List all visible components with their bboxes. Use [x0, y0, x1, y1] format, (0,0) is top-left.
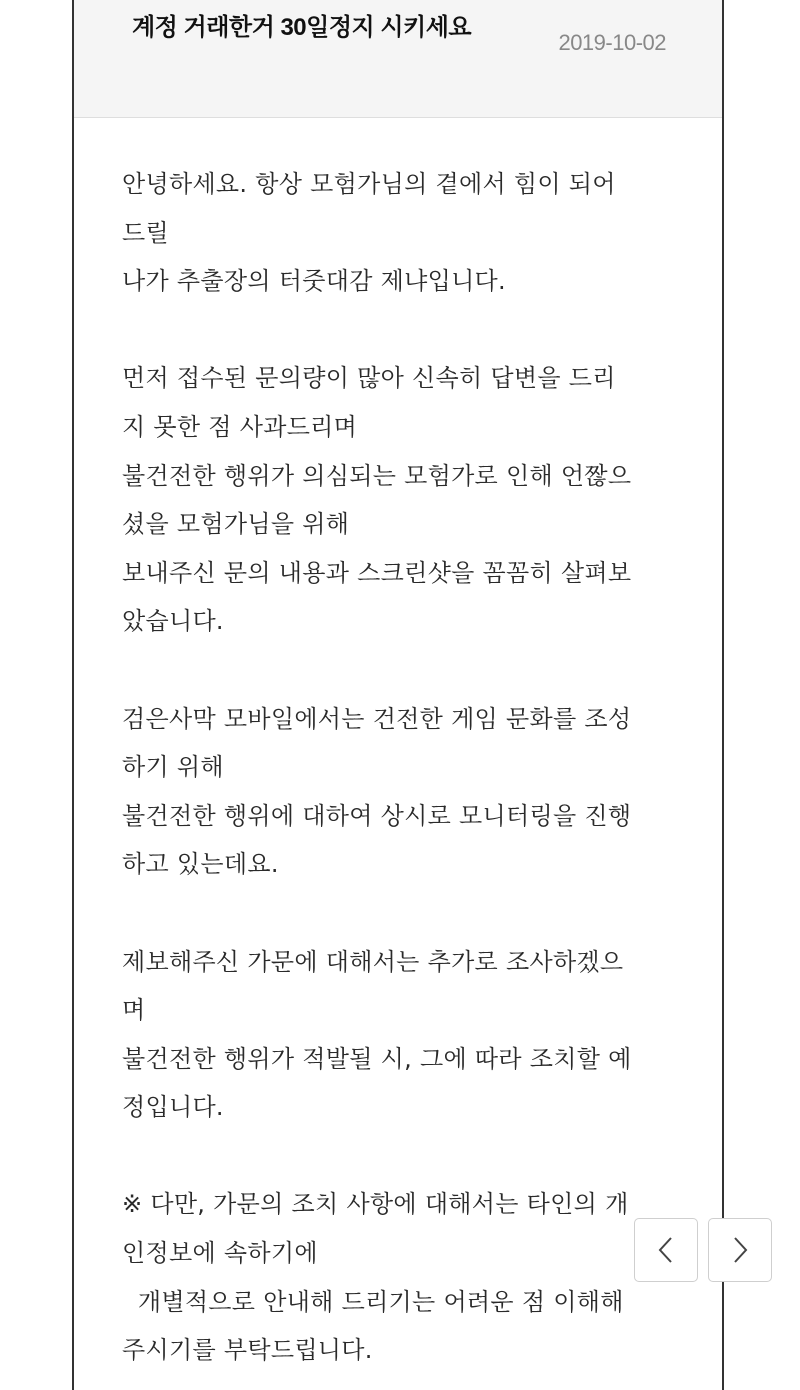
body-text-line: 검은사막 모바일에서는 건전한 게임 문화를 조성 — [122, 704, 632, 733]
chevron-left-icon — [655, 1235, 677, 1265]
paragraph-gap — [122, 889, 684, 938]
body-text-line: 개별적으로 안내해 드리기는 어려운 점 이해해 — [122, 1287, 624, 1316]
body-text-line: 정입니다. — [122, 1093, 224, 1122]
paragraph-gap — [122, 646, 684, 695]
body-text-line: 불건전한 행위가 적발될 시, 그에 따라 조치할 예 — [122, 1044, 632, 1073]
body-text-line: 불건전한 행위에 대하여 상시로 모니터링을 진행 — [122, 801, 632, 830]
body-text-line: 지 못한 점 사과드리며 — [122, 412, 358, 441]
body-text-line: 하고 있는데요. — [122, 850, 279, 879]
body-text-line: 았습니다. — [122, 607, 224, 636]
post-header — [74, 0, 722, 118]
body-text-line: 드릴 — [122, 218, 169, 247]
body-text-line: 인정보에 속하기에 — [122, 1239, 318, 1268]
body-text-line: 주시기를 부탁드립니다. — [122, 1336, 373, 1365]
body-text-line: 불건전한 행위가 의심되는 모험가로 인해 언짢으 — [122, 461, 632, 490]
body-text-line: 먼저 접수된 문의량이 많아 신속히 답변을 드리 — [122, 364, 616, 393]
next-button[interactable] — [708, 1218, 772, 1282]
body-text-line: 안녕하세요. 항상 모험가님의 곁에서 힘이 되어 — [122, 170, 616, 198]
body-text-line: 며 — [122, 996, 146, 1025]
paragraph-gap — [122, 1132, 684, 1181]
post-body — [122, 160, 684, 1375]
prev-button[interactable] — [634, 1218, 698, 1282]
post-date: 2019-10-02 — [558, 30, 666, 55]
chevron-right-icon — [729, 1235, 751, 1265]
body-text-line: 제보해주신 가문에 대해서는 추가로 조사하겠으 — [122, 947, 624, 976]
post-frame — [72, 0, 724, 1390]
body-text-line: 보내주신 문의 내용과 스크린샷을 꼼꼼히 살펴보 — [122, 558, 632, 587]
body-text-line: 하기 위해 — [122, 753, 224, 782]
paragraph-gap — [122, 306, 684, 355]
body-text-line: ※ 다만, 가문의 조치 사항에 대해서는 타인의 개 — [122, 1190, 629, 1219]
post-title: 계정 거래한거 30일정지 시키세요 — [132, 14, 472, 41]
body-text-line: 셨을 모험가님을 위해 — [122, 510, 350, 539]
body-text-line: 나가 추출장의 터줏대감 제냐입니다. — [122, 267, 506, 296]
